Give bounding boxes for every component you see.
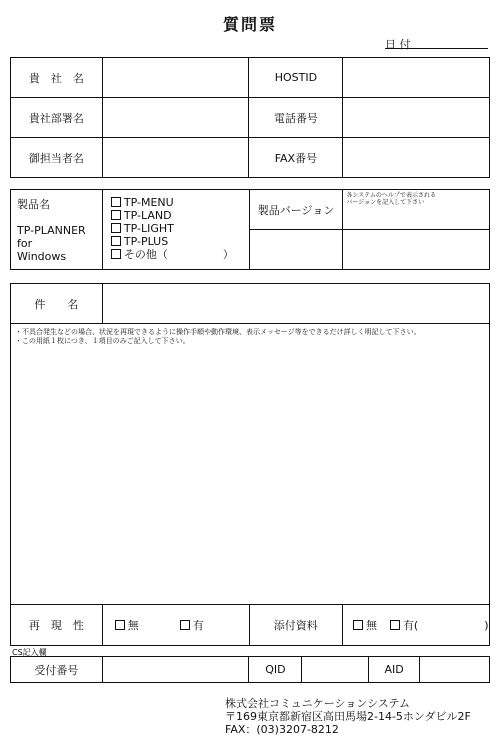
product-name-cell: [11, 190, 103, 270]
attach-label: 添付資料: [249, 605, 342, 645]
product-name-for: for: [17, 237, 33, 250]
company-fax: FAX：(03)3207-8212: [225, 723, 339, 736]
product-options: [102, 190, 249, 270]
receipt-field[interactable]: [102, 657, 249, 683]
phone-label: 電話番号: [249, 98, 343, 138]
option-tp-plus[interactable]: TP-PLUS: [111, 235, 249, 248]
hostid-label: HOSTID: [249, 58, 343, 98]
product-table: [10, 189, 490, 270]
phone-field[interactable]: [343, 98, 490, 138]
company-address: 〒169東京都新宿区高田馬場2-14-5ホンダビル2F: [225, 710, 471, 723]
version-note-cell: [343, 190, 490, 230]
attach-yes[interactable]: 有( ): [402, 619, 489, 632]
reproduce-options: [103, 605, 249, 645]
cs-table: [10, 656, 490, 683]
aid-field[interactable]: [420, 657, 490, 683]
option-other[interactable]: その他（ ）: [111, 248, 249, 261]
company-info: [225, 697, 471, 736]
company-field[interactable]: [102, 58, 249, 98]
subject-label: 件 名: [11, 284, 103, 324]
fax-label: FAX番号: [249, 138, 343, 178]
fax-field[interactable]: [343, 138, 490, 178]
product-name-tp-planner: TP-PLANNER: [17, 224, 86, 237]
company-label: 貴 社 名: [11, 58, 103, 98]
date-field[interactable]: [385, 48, 488, 49]
product-name-windows: Windows: [17, 250, 67, 263]
reproduce-yes[interactable]: 有: [192, 619, 204, 632]
checkbox-icon[interactable]: [111, 210, 121, 220]
reproduce-row: [102, 605, 489, 646]
company-name: 株式会社コミュニケーションシステム: [225, 697, 410, 710]
customer-table: [10, 57, 490, 178]
subject-table: [10, 283, 490, 646]
reproduce-label: 再 現 性: [11, 605, 103, 646]
attach-options: [342, 605, 489, 645]
checkbox-icon[interactable]: [111, 249, 121, 259]
subject-field[interactable]: [102, 284, 489, 324]
aid-label: AID: [369, 657, 420, 683]
receipt-label: 受付番号: [11, 657, 103, 683]
contact-label: 御担当者名: [11, 138, 103, 178]
checkbox-icon[interactable]: [115, 620, 125, 630]
details-field[interactable]: [11, 324, 490, 605]
page-title: 質問票: [222, 15, 277, 34]
version-field-left[interactable]: [249, 230, 343, 270]
details-note-1: ・不具合発生などの場合、状況を再現できるように操作手順や動作環境、表示メッセージ等をできるだけ詳しく明記して下さい。: [15, 328, 421, 336]
qid-field[interactable]: [302, 657, 369, 683]
checkbox-icon[interactable]: [180, 620, 190, 630]
checkbox-icon[interactable]: [111, 223, 121, 233]
reproduce-inner: [103, 605, 489, 645]
date-label: 日 付: [385, 38, 411, 51]
option-tp-land[interactable]: TP-LAND: [111, 209, 249, 222]
hostid-field[interactable]: [343, 58, 490, 98]
department-field[interactable]: [102, 98, 249, 138]
option-tp-menu[interactable]: TP-MENU: [111, 196, 249, 209]
version-note-2: バージョンを記入して下さい: [346, 199, 425, 206]
version-label: 製品バージョン: [249, 190, 343, 230]
contact-field[interactable]: [102, 138, 249, 178]
product-name-label: 製品名: [17, 198, 50, 211]
details-note-2: ・この用紙１枚につき、１項目のみご記入して下さい。: [15, 337, 190, 345]
qid-label: QID: [249, 657, 302, 683]
checkbox-icon[interactable]: [390, 620, 400, 630]
checkbox-icon[interactable]: [111, 197, 121, 207]
option-tp-light[interactable]: TP-LIGHT: [111, 222, 249, 235]
checkbox-icon[interactable]: [353, 620, 363, 630]
attach-none[interactable]: 無: [365, 619, 377, 632]
version-note-1: 各システムのヘルプで表示される: [346, 192, 437, 199]
cs-section-label: CS記入欄: [12, 648, 47, 657]
reproduce-none[interactable]: 無: [127, 619, 139, 632]
department-label: 貴社部署名: [11, 98, 103, 138]
checkbox-icon[interactable]: [111, 236, 121, 246]
version-field-right[interactable]: [343, 230, 490, 270]
